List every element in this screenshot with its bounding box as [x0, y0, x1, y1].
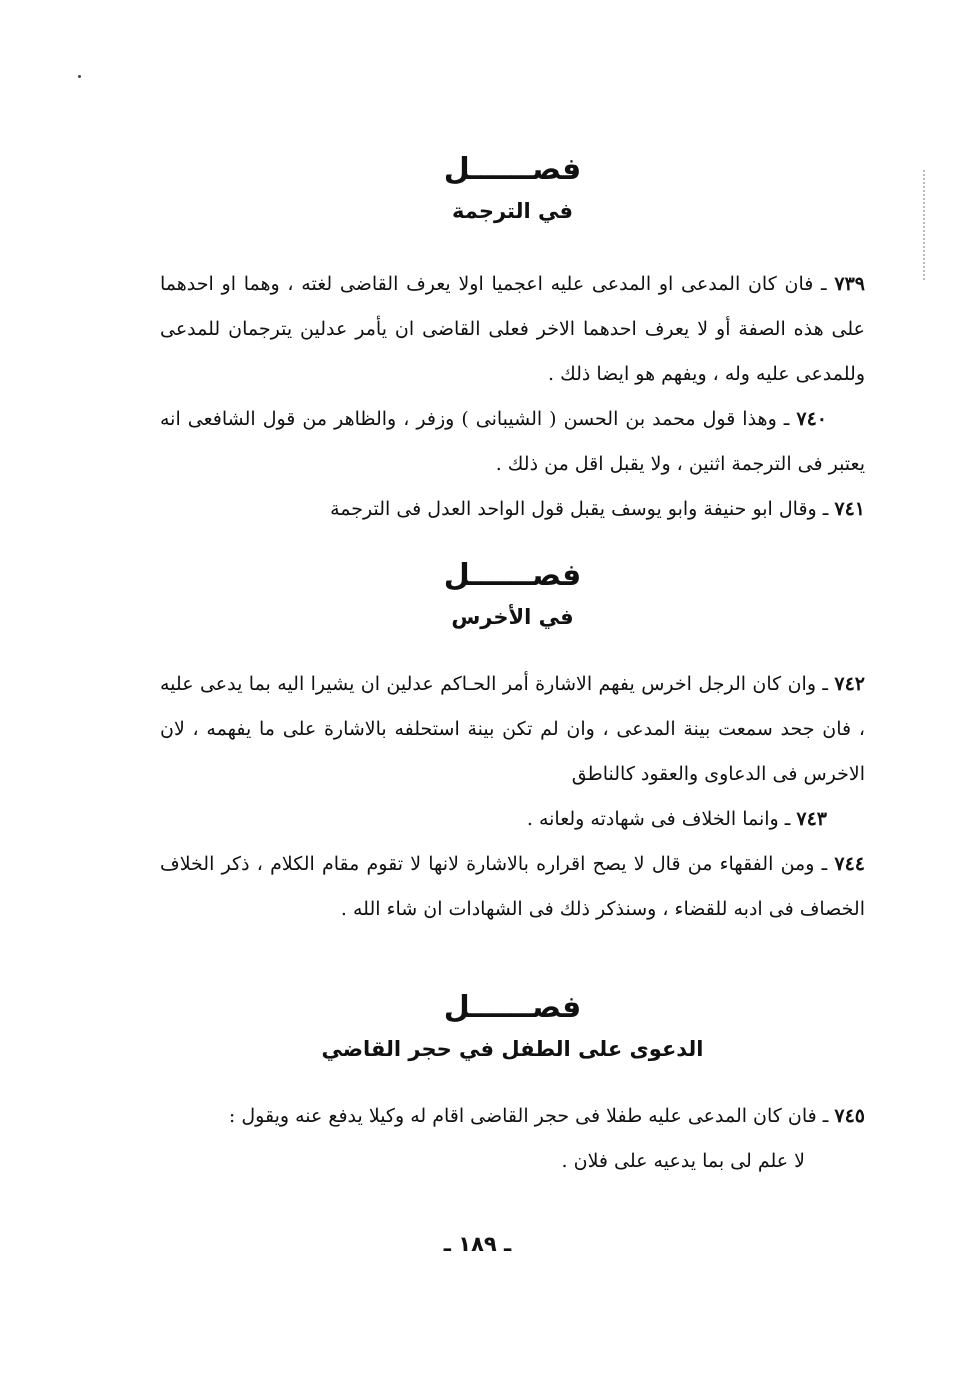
- paragraph-743: [160, 797, 865, 842]
- section-child-claim: [160, 988, 865, 1184]
- paragraph-745-quote: [160, 1139, 865, 1184]
- paragraph-number: ٧٤٢: [834, 673, 865, 695]
- section-subheading: الدعوى على الطفل في حجر القاضي: [321, 1037, 704, 1061]
- paragraph-745: [160, 1094, 865, 1139]
- section-subheading: في الترجمة: [452, 199, 573, 223]
- paragraph-text: ـ وهذا قول محمد بن الحسن ( الشيبانى ) وزفر ، والظاهر من قول الشافعى انه يعتبر فى الترجمة اثنين ، ولا يقبل اقل من ذلك .: [160, 408, 865, 475]
- page-number: ـ ١٨٩ ـ: [443, 1232, 512, 1256]
- paragraph-text: لا علم لى بما يدعيه على فلان .: [561, 1150, 805, 1172]
- paragraph-text: ـ فان كان المدعى او المدعى عليه اعجميا اولا يعرف القاضى لغته ، وهما او احدهما على هذه الصفة أو لا يعرف احدهما الاخر فعلى القاضى ان يأمر عدلين يترجمان للمدعى وللمدعى عليه وله ، ويفهم هو ايضا ذلك .: [160, 273, 865, 385]
- paragraph-text: ـ ومن الفقهاء من قال لا يصح اقراره بالاشارة لانها لا تقوم مقام الكلام ، ذكر الخلاف الخصاف فى ادبه للقضاء ، وسنذكر ذلك فى الشهادات ان شاء الله .: [160, 853, 865, 920]
- paragraph-text: ـ وان كان الرجل اخرس يفهم الاشارة أمر الحـاكم عدلين ان يشيرا اليه بما يدعى عليه ، فان جحد سمعت بينة المدعى ، وان لم تكن بينة استحلفه بالاشارة على ما يفهمه ، لان الاخرس فى الدعاوى والعقود كالناطق: [160, 673, 865, 785]
- section-heading: فصــــــل: [443, 990, 582, 1025]
- paragraph-text: ـ وقال ابو حنيفة وابو يوسف يقبل قول الواحد العدل فى الترجمة: [330, 498, 829, 520]
- paragraph-number: ٧٤٠: [796, 408, 827, 430]
- paragraph-text: ـ فان كان المدعى عليه طفلا فى حجر القاضى اقام له وكيلا يدفع عنه ويقول :: [228, 1105, 829, 1127]
- section-mute: [160, 556, 865, 932]
- paragraph-number: ٧٤١: [834, 498, 865, 520]
- section-heading: فصــــــل: [443, 558, 582, 593]
- paragraph-number: ٧٣٩: [834, 273, 866, 295]
- scan-speck: [78, 75, 81, 78]
- paragraph-number: ٧٤٣: [796, 808, 827, 830]
- paragraph-number: ٧٤٤: [834, 853, 865, 875]
- section-subheading: في الأخرس: [451, 605, 574, 629]
- paragraph-744: [160, 842, 865, 932]
- paragraph-740: [160, 397, 865, 487]
- paragraph-741: [160, 487, 865, 532]
- paragraph-742: [160, 662, 865, 797]
- section-translation: [160, 150, 865, 532]
- margin-dots: [921, 170, 925, 280]
- paragraph-739: [160, 262, 865, 397]
- section-heading: فصــــــل: [443, 152, 582, 187]
- paragraph-text: ـ وانما الخلاف فى شهادته ولعانه .: [526, 808, 791, 830]
- paragraph-number: ٧٤٥: [834, 1105, 865, 1127]
